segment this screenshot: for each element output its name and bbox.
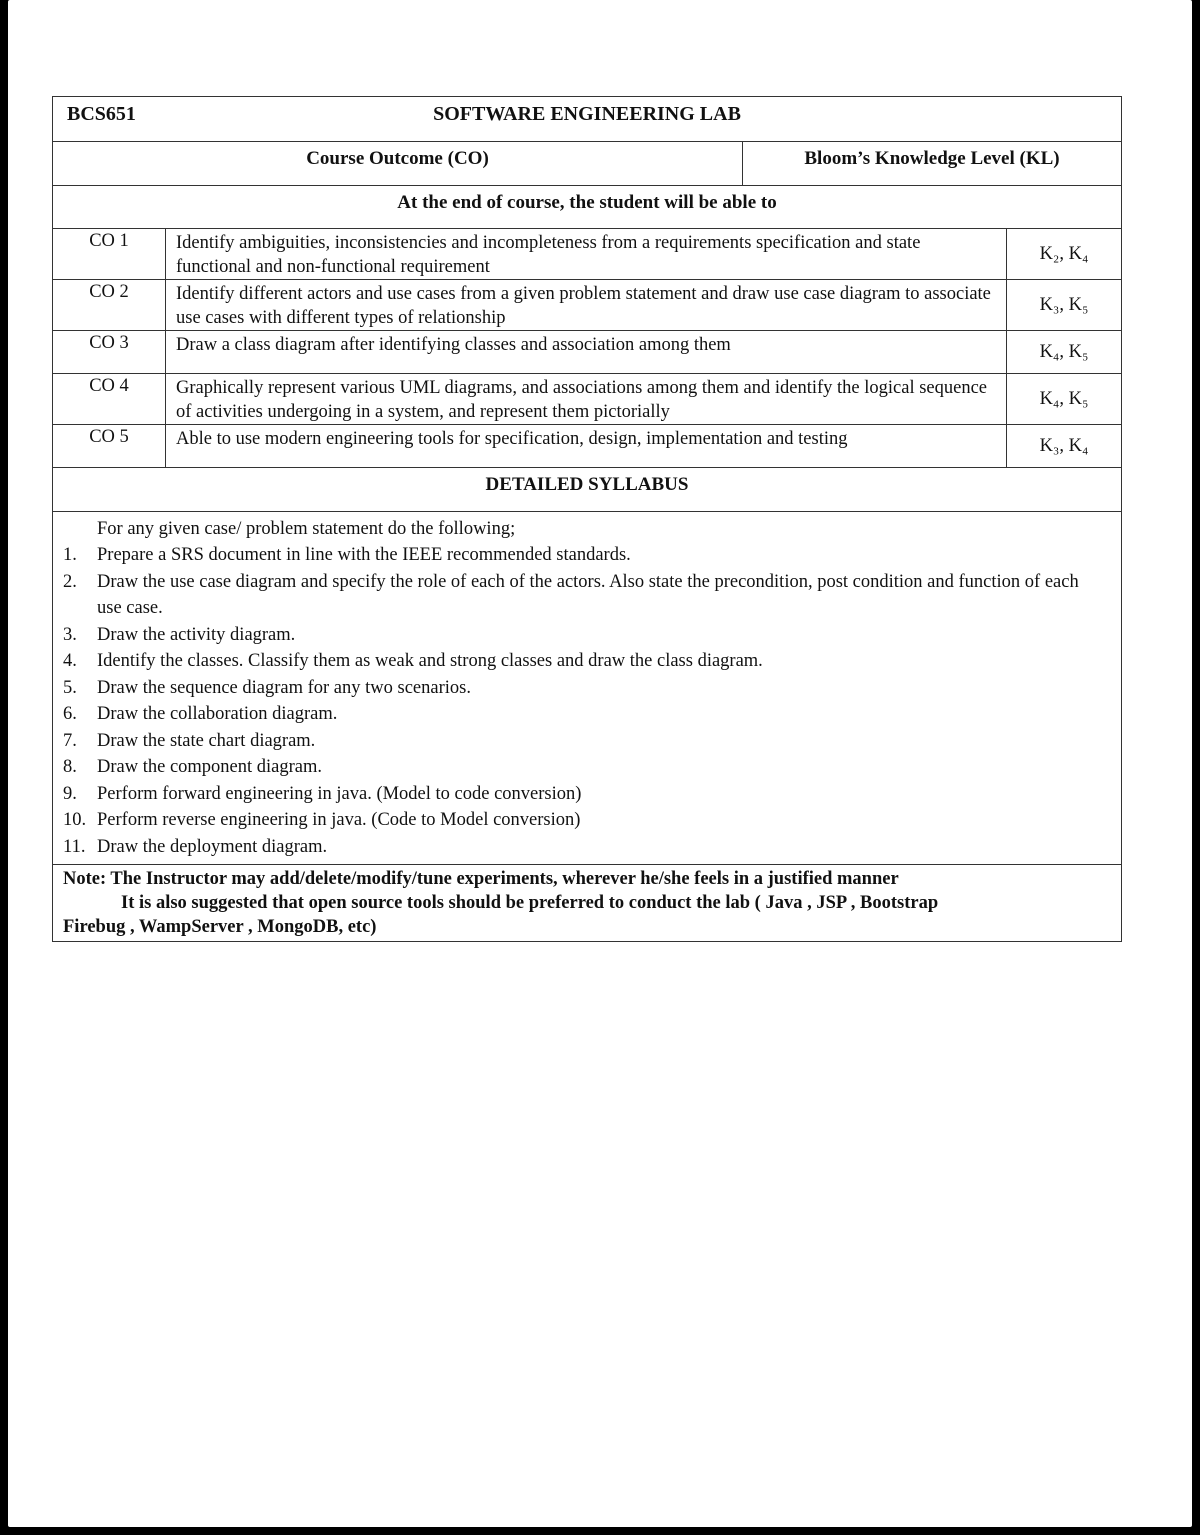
course-box	[52, 96, 1122, 864]
col-knowledge-level: Bloom’s Knowledge Level (KL)	[804, 148, 1060, 169]
co-description: Identify different actors and use cases from a given problem statement and draw use case diagram to associate use cases with different types of relationship	[166, 280, 1007, 331]
syllabus-item	[63, 834, 1107, 861]
co-id: CO 1	[53, 229, 166, 280]
syllabus-item	[63, 569, 1107, 622]
syllabus-item-text: Draw the collaboration diagram.	[97, 704, 338, 724]
syllabus-item-number: 6.	[63, 704, 77, 724]
syllabus-item-number: 5.	[63, 677, 77, 698]
note-line-1: Note: The Instructor may add/delete/modify/tune experiments, wherever he/she feels in a justified manner	[63, 869, 899, 889]
syllabus-item	[63, 701, 1107, 728]
document-page	[8, 0, 1192, 1527]
note-line-2: It is also suggested that open source tools should be preferred to conduct the lab ( Java , JSP , Bootstrap	[121, 893, 939, 913]
syllabus-item	[63, 754, 1107, 781]
co-description: Draw a class diagram after identifying classes and association among them	[166, 331, 1007, 374]
syllabus-list	[63, 542, 1107, 860]
co-knowledge-level: K₃, K₅	[1007, 280, 1122, 331]
syllabus-item-number: 9.	[63, 783, 77, 804]
syllabus-item	[63, 622, 1107, 649]
co-row	[53, 280, 1121, 331]
co-row	[53, 425, 1121, 467]
syllabus-item-number: 8.	[63, 757, 77, 777]
co-knowledge-level: K₄, K₅	[1007, 331, 1122, 374]
co-knowledge-level: K₃, K₄	[1007, 425, 1122, 467]
co-row	[53, 374, 1121, 425]
syllabus-item-text: Perform forward engineering in java. (Model to code conversion)	[97, 783, 582, 804]
syllabus-item-text: Draw the use case diagram and specify the role of each of the actors. Also state the precondition, post condition and function of each use case.	[97, 571, 1079, 618]
course-code: BCS651	[67, 103, 136, 125]
co-id: CO 4	[53, 374, 166, 425]
syllabus-item-number: 3.	[63, 624, 77, 645]
co-id: CO 5	[53, 425, 166, 467]
syllabus-item-number: 10.	[63, 810, 87, 830]
syllabus-heading: DETAILED SYLLABUS	[53, 467, 1121, 511]
course-title: SOFTWARE ENGINEERING LAB	[433, 103, 741, 125]
co-description: Able to use modern engineering tools for specification, design, implementation and testing	[166, 425, 1007, 467]
syllabus-item-number: 1.	[63, 545, 77, 565]
syllabus-item	[63, 807, 1107, 834]
co-description: Identify ambiguities, inconsistencies and incompleteness from a requirements specification and state functional and non-functional requirement	[166, 229, 1007, 280]
co-table-header	[53, 141, 1121, 185]
syllabus-item	[63, 728, 1107, 755]
syllabus-item	[63, 542, 1107, 569]
syllabus-section	[53, 511, 1121, 865]
syllabus-item-text: Draw the state chart diagram.	[97, 730, 316, 751]
co-row	[53, 331, 1121, 374]
instructor-note	[52, 864, 1122, 942]
syllabus-item-text: Draw the activity diagram.	[97, 624, 296, 645]
syllabus-item	[63, 675, 1107, 702]
syllabus-item-text: Draw the sequence diagram for any two scenarios.	[97, 677, 471, 698]
co-row	[53, 229, 1121, 280]
course-header	[53, 97, 1121, 141]
syllabus-item-text: Identify the classes. Classify them as weak and strong classes and draw the class diagram.	[97, 651, 763, 671]
syllabus-item-number: 4.	[63, 651, 77, 671]
syllabus-item	[63, 781, 1107, 808]
co-description: Graphically represent various UML diagrams, and associations among them and identify the logical sequence of activities undergoing in a system, and represent them pictorially	[166, 374, 1007, 425]
syllabus-item	[63, 648, 1107, 675]
syllabus-item-number: 2.	[63, 571, 77, 592]
co-knowledge-level: K₂, K₄	[1007, 229, 1122, 280]
syllabus-item-text: Draw the component diagram.	[97, 757, 323, 777]
syllabus-item-text: Perform reverse engineering in java. (Code to Model conversion)	[97, 810, 581, 830]
col-course-outcome: Course Outcome (CO)	[53, 142, 743, 185]
syllabus-sheet	[52, 96, 1122, 942]
syllabus-item-number: 7.	[63, 730, 77, 751]
co-id: CO 3	[53, 331, 166, 374]
co-id: CO 2	[53, 280, 166, 331]
syllabus-item-text: Draw the deployment diagram.	[97, 836, 328, 857]
syllabus-intro: For any given case/ problem statement do the following;	[97, 518, 516, 539]
co-knowledge-level: K₄, K₅	[1007, 374, 1122, 425]
co-intro: At the end of course, the student will be able to	[53, 185, 1121, 228]
syllabus-item-text: Prepare a SRS document in line with the IEEE recommended standards.	[97, 545, 631, 565]
co-table	[53, 228, 1121, 467]
note-line-3: Firebug , WampServer , MongoDB, etc)	[63, 917, 377, 937]
syllabus-item-number: 11.	[63, 836, 86, 857]
